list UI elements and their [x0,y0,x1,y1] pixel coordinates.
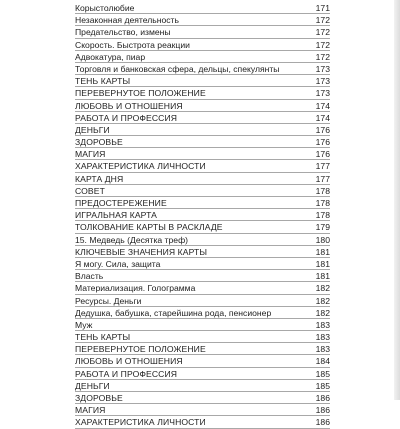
toc-entry-page-number: 173 [315,76,330,87]
toc-entry-page-number: 173 [315,63,330,74]
toc-entry-title: МАГИЯ [75,149,106,160]
toc-entry-page-number: 178 [315,198,330,208]
toc-entry-title: ПЕРЕВЕРНУТОЕ ПОЛОЖЕНИЕ [75,344,206,355]
toc-entry [75,112,330,124]
toc-entry-page-number: 181 [315,271,330,282]
toc-entry-page-number: 183 [315,319,330,330]
toc-entry [75,355,330,367]
toc-entry-page-number: 183 [315,332,330,343]
toc-entry-page-number: 177 [315,173,330,184]
toc-entry-title: ХАРАКТЕРИСТИКА ЛИЧНОСТИ [75,417,206,428]
toc-entry-page-number: 182 [315,307,330,318]
toc-entry [75,87,330,99]
toc-entry-page-number: 176 [315,137,330,148]
toc-entry-page-number: 177 [315,161,330,172]
toc-entry-page-number: 172 [315,27,330,38]
toc-entry-title: ДЕНЬГИ [75,124,110,135]
toc-entry-title: ТЕНЬ КАРТЫ [75,76,131,87]
toc-entry-page-number: 180 [315,234,330,245]
toc-entry [75,416,330,428]
toc-entry [75,234,330,246]
toc-entry-page-number: 176 [315,124,330,135]
toc-entry-page-number: 184 [315,356,330,367]
toc-entry-page-number: 186 [315,417,330,428]
toc-entry-title: ТЕНЬ КАРТЫ [75,332,131,343]
toc-entry-title: Я могу. Сила, защита [75,258,161,269]
toc-entry-page-number: 186 [315,393,330,403]
toc-entry-title: 15. Медведь (Десятка треф) [75,234,189,245]
toc-entry-title: КЛЮЧЕВЫЕ ЗНАЧЕНИЯ КАРТЫ [75,246,208,257]
toc-entry [75,221,330,233]
toc-entry [75,173,330,185]
toc-entry-title: Власть [75,271,104,282]
toc-entry [75,14,330,26]
toc-entry [75,63,330,75]
toc-entry [75,258,330,270]
toc-entry [75,26,330,38]
toc-entry [75,160,330,172]
toc-entry-page-number: 172 [315,51,330,62]
toc-entry-page-number: 174 [315,112,330,123]
toc-entry-title: МАГИЯ [75,405,106,416]
toc-entry [75,380,330,392]
toc-entry [75,75,330,87]
toc-entry-page-number: 182 [315,283,330,294]
toc-entry [75,148,330,160]
toc-entry-title: ИГРАЛЬНАЯ КАРТА [75,210,157,221]
toc-entry-page-number: 174 [315,100,330,111]
toc-entry [75,282,330,294]
toc-entry [75,295,330,307]
toc-entry-page-number: 185 [315,380,330,391]
page-edge [394,0,400,400]
toc-entry-page-number: 181 [315,258,330,269]
toc-entry-title: РАБОТА И ПРОФЕССИЯ [75,368,178,379]
toc-entry [75,197,330,209]
toc-entry-title: Незаконная деятельность [75,15,179,26]
toc-entry-title: Материализация. Голограмма [75,283,196,294]
toc-entry-page-number: 178 [315,210,330,221]
toc-entry [75,343,330,355]
toc-entry-title: Ресурсы. Деньги [75,295,142,306]
toc-entry [75,331,330,343]
toc-entry-title: Адвокатура, пиар [75,51,146,62]
toc-entry [75,124,330,136]
toc-entry-title: ЛЮБОВЬ И ОТНОШЕНИЯ [75,356,183,367]
toc-entry-page-number: 183 [315,344,330,355]
toc-entry-page-number: 173 [315,88,330,99]
toc-entry [75,39,330,51]
toc-entry-title: ЛЮБОВЬ И ОТНОШЕНИЯ [75,100,183,111]
toc-entry-page-number: 179 [315,222,330,233]
toc-entry-title: КАРТА ДНЯ [75,173,124,184]
toc-entry-page-number: 186 [315,405,330,416]
toc-entry-title: РАБОТА И ПРОФЕССИЯ [75,112,178,123]
toc-entry-title: Скорость. Быстрота реакции [75,39,190,50]
toc-entry-page-number: 172 [315,15,330,26]
toc-entry-title: ХАРАКТЕРИСТИКА ЛИЧНОСТИ [75,161,206,172]
toc-entry-title: ПЕРЕВЕРНУТОЕ ПОЛОЖЕНИЕ [75,88,206,99]
toc-entry [75,368,330,380]
toc-entry-title: Муж [75,319,93,330]
toc-entry-title: Предательство, измены [75,27,171,38]
toc-entry-page-number: 182 [315,295,330,306]
toc-entry-title: ПРЕДОСТЕРЕЖЕНИЕ [75,198,167,208]
toc-entry-page-number: 181 [315,246,330,257]
toc-entry-title: СОВЕТ [75,185,105,196]
toc-entry-page-number: 178 [315,185,330,196]
toc-entry-title: Торговля и банковская сфера, дельцы, спекулянты [75,63,280,74]
toc-entry [75,307,330,319]
toc-entry-title: ДЕНЬГИ [75,380,110,391]
toc-entry [75,185,330,197]
toc-entry-title: Дедушка, бабушка, старейшина рода, пенсионер [75,307,272,318]
toc-entry [75,136,330,148]
toc-entry [75,2,330,14]
toc-entry [75,209,330,221]
toc-entry-title: ЗДОРОВЬЕ [75,393,123,403]
toc-entry-page-number: 171 [315,3,330,13]
toc-entry [75,270,330,282]
toc-entry-title: Корыстолюбие [75,3,135,13]
toc-entry [75,246,330,258]
toc-entry [75,319,330,331]
toc-entry-page-number: 185 [315,368,330,379]
toc-entry [75,100,330,112]
table-of-contents [75,2,330,429]
toc-entry-page-number: 172 [315,39,330,50]
toc-entry-title: ЗДОРОВЬЕ [75,137,123,148]
toc-entry-title: ТОЛКОВАНИЕ КАРТЫ В РАСКЛАДЕ [75,222,223,233]
toc-entry [75,392,330,404]
toc-entry [75,51,330,63]
toc-entry-page-number: 176 [315,149,330,160]
toc-entry [75,404,330,416]
